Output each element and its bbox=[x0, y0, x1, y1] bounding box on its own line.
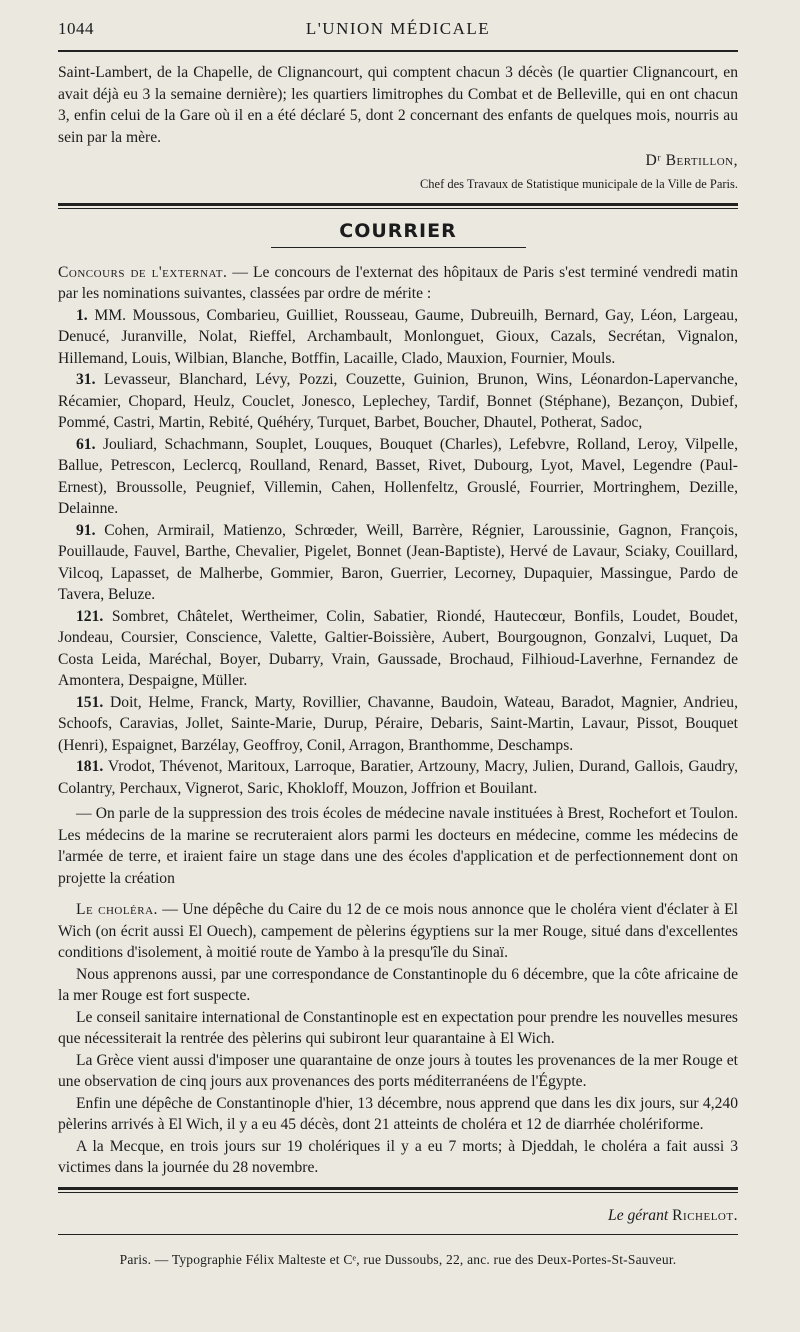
cholera-paragraph: La Grèce vient aussi d'imposer une quarantaine de onze jours à toutes les provenances de la mer Rouge et une observation de cinq jours aux provenances des ports méditerranéens de l'Égypte. bbox=[58, 1051, 738, 1090]
concours-paragraph bbox=[58, 262, 738, 305]
footer-rule bbox=[58, 1234, 738, 1235]
cholera-paragraph bbox=[58, 899, 738, 964]
title-underline bbox=[271, 247, 526, 248]
nomination-list-item: 61. Jouliard, Schachmann, Souplet, Louques, Bouquet (Charles), Lefebvre, Rolland, Leroy, Vilpelle, Ballue, Petrescon, Leclercq, Roulland, Renard, Basset, Rivet, Dubourg, Lyot, Mavel, Legendre (Paul-Ernest), Broussolle, Peugnief, Villemin, Cahen, Hollenfeltz, Grouslé, Fourrier, Mortringhem, Dezille, Delainne. bbox=[58, 435, 738, 517]
section-title: COURRIER bbox=[339, 220, 457, 242]
concours-text: — Le concours de l'externat des hôpitaux de Paris s'est terminé vendredi matin par les nominations suivantes, classées par ordre de mérite : bbox=[58, 263, 738, 302]
cholera-paragraph: Enfin une dépêche de Constantinople d'hier, 13 décembre, nous apprend que dans les dix jours, sur 4,240 pèlerins arrivés à El Wich, il y a eu 45 décès, dont 21 atteints de choléra et 12 de diarrhée cholériforme. bbox=[58, 1094, 738, 1133]
cholera-paragraph: Le conseil sanitaire international de Constantinople est en expectation pour prendre les nouvelles mesures que nécessiterait la rentrée des pèlerins qui subiront leur quarantaine à El Wich. bbox=[58, 1008, 738, 1047]
cholera-lead: Le choléra. bbox=[76, 901, 158, 918]
page-number: 1044 bbox=[58, 19, 94, 38]
signature-name: Dʳ Bertillon, bbox=[645, 152, 738, 169]
paragraph-gap bbox=[58, 889, 738, 899]
header-rule bbox=[58, 50, 738, 52]
signature-title: Chef des Travaux de Statistique municipale de la Ville de Paris. bbox=[419, 176, 738, 191]
naval-schools-paragraph: — On parle de la suppression des trois écoles de médecine navale instituées à Brest, Rochefort et Toulon. Les médecins de la marine se recruteraient alors parmi les docteurs en médecine, comme les médecins de l'armée de terre, et iraient faire un stage dans une des écoles d'application et de perfectionnement dont on projette la création bbox=[58, 805, 738, 887]
nomination-list-item: 151. Doit, Helme, Franck, Marty, Rovillier, Chavanne, Baudoin, Wateau, Baradot, Magnier, Andrieu, Schoofs, Caravias, Jollet, Sainte-Marie, Durup, Péraire, Debaris, Saint-Martin, Lavaur, Pissot, Bouquet (Henri), Espaignet, Barzélay, Geoffroy, Conil, Arragon, Branthomme, Deschamps. bbox=[58, 693, 738, 754]
concours-lead: Concours de l'externat. bbox=[58, 263, 228, 281]
nomination-list-item: 91. Cohen, Armirail, Matienzo, Schrœder, Weill, Barrère, Régnier, Laroussinie, Gagnon, François, Pouillaude, Fauvel, Barthe, Chevalier, Pigelet, Bonnet (Jean-Baptiste), Hervé de Lavaur, Sciaky, Couillard, Vilcoq, Lapasset, de Malherbe, Gommier, Baron, Guerrier, Lecorney, Dupaquier, Massingue, Pardo de Tavera, Beluze. bbox=[58, 521, 738, 603]
printer-footer: Paris. — Typographie Félix Malteste et Cᵉ, rue Dussoubs, 22, anc. rue des Deux-Portes-St-Sauveur. bbox=[119, 1252, 677, 1267]
nomination-list-item: 1. MM. Moussous, Combarieu, Guilliet, Rousseau, Gaume, Dubreuilh, Bernard, Gay, Léon, Largeau, Denucé, Juranville, Nolat, Rieffel, Archambault, Monlonguet, Gioux, Cazals, Secrétan, Vignalon, Hillemand, Louis, Wilbian, Blanche, Botffin, Lacaille, Clado, Mauxion, Fournier, Mouls. bbox=[58, 306, 738, 367]
intro-paragraph: Saint-Lambert, de la Chapelle, de Clignancourt, qui comptent chacun 3 décès (le quartier Clignancourt, en avait déjà eu 3 la semaine dernière); les quartiers limitrophes du Combat et de Belleville, qui en ont chacun 3, enfin celui de la Gare où il en a été déclaré 5, dont 2 concernant des enfants de quelques mois, nourris au sein par la mère. bbox=[58, 64, 738, 146]
cholera-paragraph: Nous apprenons aussi, par une correspondance de Constantinople du 6 décembre, que la côte africaine de la mer Rouge est fort suspecte. bbox=[58, 965, 738, 1004]
cholera-text: — Une dépêche du Caire du 12 de ce mois nous annonce que le choléra vient d'éclater à El Wich (on écrit aussi El Ouech), campement de pèlerins égyptiens sur la mer Rouge, situé dans d'excellentes conditions d'isolement, à moitié route de Yambo à la presqu'île du Sinaï. bbox=[58, 901, 738, 961]
nomination-list-item: 31. Levasseur, Blanchard, Lévy, Pozzi, Couzette, Guinion, Brunon, Wins, Léonardon-Lapervanche, Récamier, Chopard, Heulz, Couclet, Jonesco, Leplechey, Tardif, Bonnet (Stéphane), Bezançon, Dubief, Pommé, Castri, Martin, Rebité, Quéhéry, Turquet, Barbet, Boucher, Dhautel, Potherat, Sadoc, bbox=[58, 371, 738, 431]
nomination-list-item: 121. Sombret, Châtelet, Wertheimer, Colin, Sabatier, Riondé, Hautecœur, Bonfils, Loudet, Boudet, Jondeau, Coursier, Conscience, Valette, Galtier-Boissière, Aubert, Bourgougnon, Gonzalvi, Luquet, Da Costa Leida, Maréchal, Boyer, Dubarry, Vrain, Gaussade, Brochaud, Filhioud-Laverhne, Fernandez de Amontera, Despaigne, Müller. bbox=[58, 607, 738, 689]
nomination-list-item: 181. Vrodot, Thévenot, Maritoux, Larroque, Baratier, Artzouny, Macry, Julien, Durand, Gallois, Gaudry, Colantry, Perchaux, Vignerot, Saric, Khokloff, Mouzon, Joffrion et Bouilant. bbox=[58, 758, 738, 797]
cholera-paragraph: A la Mecque, en trois jours sur 19 cholériques il y a eu 7 morts; à Djeddah, le choléra a fait aussi 3 victimes dans la journée du 28 novembre. bbox=[58, 1137, 738, 1176]
closing-separator bbox=[58, 1187, 738, 1193]
journal-title: L'UNION MÉDICALE bbox=[305, 19, 491, 38]
running-head bbox=[58, 18, 738, 44]
section-separator bbox=[58, 203, 738, 209]
gerant-signature: Le gérant Richelot. bbox=[608, 1206, 738, 1224]
